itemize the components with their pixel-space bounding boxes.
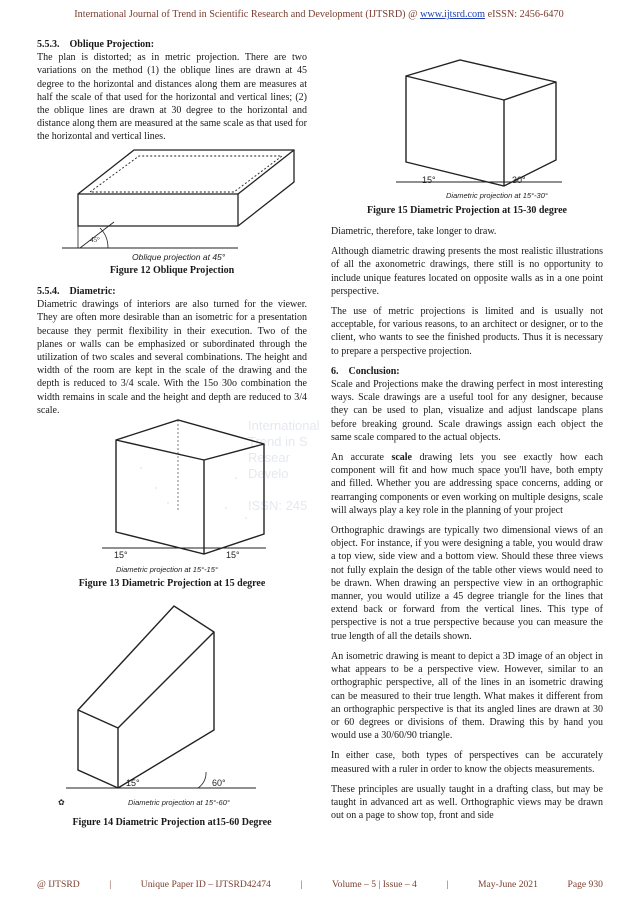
conclusion-paragraph-2 (331, 451, 603, 517)
figure-14-caption: Figure 14 Diametric Projection at15-60 Degree (72, 817, 272, 828)
fig14-inner-label: Diametric projection at 15°-60° (128, 798, 230, 807)
footer-sep-1: | (109, 879, 112, 890)
fig12-inner-label: Oblique projection at 45° (132, 252, 226, 262)
p5-scale-bold: scale (391, 452, 412, 464)
fig15-right-angle: 30° (512, 175, 526, 185)
fig12-angle-label: 45° (90, 236, 100, 244)
header-suffix: eISSN: 2456-6470 (485, 9, 564, 20)
footer-sep-2: | (300, 879, 303, 890)
footer-ijtsrd: @ IJTSRD (37, 879, 80, 890)
journal-header (0, 9, 638, 20)
diametric-paragraph: Diametric drawings of interiors are also turned for the viewer. They are often more desirable than an isometric for a presentation because they permit flexibility in their execution. Two of the planes or walls can be emphasized or subordinated through the utilization of two scales and several combinations. The height and width of the room are kept in the scale of the drawing and the depth is reduced to 3/4 scale. With the 15o 30o combination the width remains in scale and the height and depth are reduced to 3/4 scale. (37, 299, 307, 416)
fig13-right-angle: 15° (226, 550, 240, 560)
section-heading-conclusion: 6. Conclusion: (331, 365, 400, 377)
p5-part-c: drawing lets you see exactly how each component will fit and how much space you'll have, both empty and filled. Whether you are addressing space concerns, adding or rearranging components or even working on multiple designs, scale will always play a key role in the planning of your project (331, 452, 603, 516)
fig13-inner-label: Diametric projection at 15°-15° (116, 565, 218, 574)
principles-paragraph: These principles are usually taught in a drafting class, but may be taught in advanced art as well. Orthographic views may be drawn out on a page to show top, front and side (331, 783, 603, 822)
figure-13-diametric-drawing (96, 408, 271, 578)
figure-15-diametric-drawing (392, 38, 567, 206)
footer-page: Page 930 (567, 879, 603, 890)
left-column-diametric (37, 285, 307, 417)
page-footer (37, 879, 603, 890)
fig15-inner-label: Diametric projection at 15°-30° (446, 191, 548, 200)
oblique-paragraph: The plan is distorted; as in metric projection. There are two variations on the method (1) the oblique lines are drawn at 45 degree to the horizontal and distances along them are measures at half the scale of that used for the horizontal and vertical lines; (2) the oblique lines are drawn at 30 degree to the horizontal and distance along them are measured at the same scale as that used for the horizontal and vertical lines. (37, 52, 307, 143)
left-column (37, 38, 307, 144)
figure-12-caption: Figure 12 Oblique Projection (109, 265, 235, 276)
figure-14-diametric-drawing (56, 592, 271, 812)
right-paragraph-3: The use of metric projections is limited and is usually not acceptable, for various reasons, to an architect or designer, or to the client, who wants to see the finished products. Thus it is necessary to prepare a perspective projection. (331, 306, 603, 357)
right-paragraph-2: Although diametric drawing presents the most realistic illustrations of all the axonometric drawings, there still is no opportunity to include unique features located on opposite walls as in a one point perspective. (331, 246, 603, 297)
either-case-paragraph: In either case, both types of perspectives can be accurately measured with a ruler in order to know the objects measurements. (331, 750, 603, 775)
footer-volume: Volume – 5 | Issue – 4 (331, 879, 417, 890)
fig14-marker-icon: ✿ (58, 798, 65, 807)
journal-link[interactable]: www.ijtsrd.com (420, 9, 486, 20)
right-paragraph-1: Diametric, therefore, take longer to draw. (331, 226, 497, 237)
footer-sep-3: | (446, 879, 449, 890)
fig13-left-angle: 15° (114, 550, 128, 560)
right-column (331, 225, 603, 822)
footer-date: May-June 2021 (477, 879, 538, 890)
watermark-text: International Trend in S Resear Develo ISSN: 245 (248, 418, 320, 513)
fig15-left-angle: 15° (422, 175, 436, 185)
figure-13-caption: Figure 13 Diametric Projection at 15 degree (78, 578, 266, 589)
figure-15-caption: Figure 15 Diametric Projection at 15-30 degree (367, 205, 567, 216)
p5-part-a: An accurate (331, 452, 392, 464)
section-heading-diametric: 5.5.4. Diametric: (37, 286, 116, 297)
orthographic-paragraph: Orthographic drawings are typically two dimensional views of an object. For instance, if you were designing a table, you would draw a top view, side view and a bottom view. Should these three views not fully explain the design of the table other views would need to be drawn. When drawing an perspective view in an orthographic manner, you would utilize a 45 degree triangle for the lines that extend back or forward from the vertical lines. This type of perspective is not a true perspective because you can measure the true length of all the details shown. (331, 525, 603, 642)
figure-12-oblique-drawing (60, 146, 295, 264)
isometric-paragraph: An isometric drawing is meant to depict a 3D image of an object in what appears to be a perspective view. However, similar to an orthographic perspective, all of the lines in an isometric drawing can be measured to their true length. What makes it different from an orthographic perspective is that its angled lines are drawn at 30 or 60 degrees or divisions of them. Drawing this by hand you would use a 30/60/90 triangle. (331, 650, 603, 742)
fig14-left-angle: 15° (126, 778, 140, 788)
footer-paper-id: Unique Paper ID – IJTSRD42474 (140, 879, 271, 890)
fig14-right-angle: 60° (212, 778, 226, 788)
header-prefix: International Journal of Trend in Scientific Research and Development (IJTSRD) @ (74, 9, 421, 20)
conclusion-paragraph-1: Scale and Projections make the drawing perfect in most interesting ways. Scale drawings are a useful tool for any designer, because they can be used to plan, visualize and adjust landscape plans before breaking ground. Scale drawings assign each object the same scale compared to the actual objects. (331, 379, 603, 443)
section-heading-oblique: 5.5.3. Oblique Projection: (37, 39, 155, 50)
